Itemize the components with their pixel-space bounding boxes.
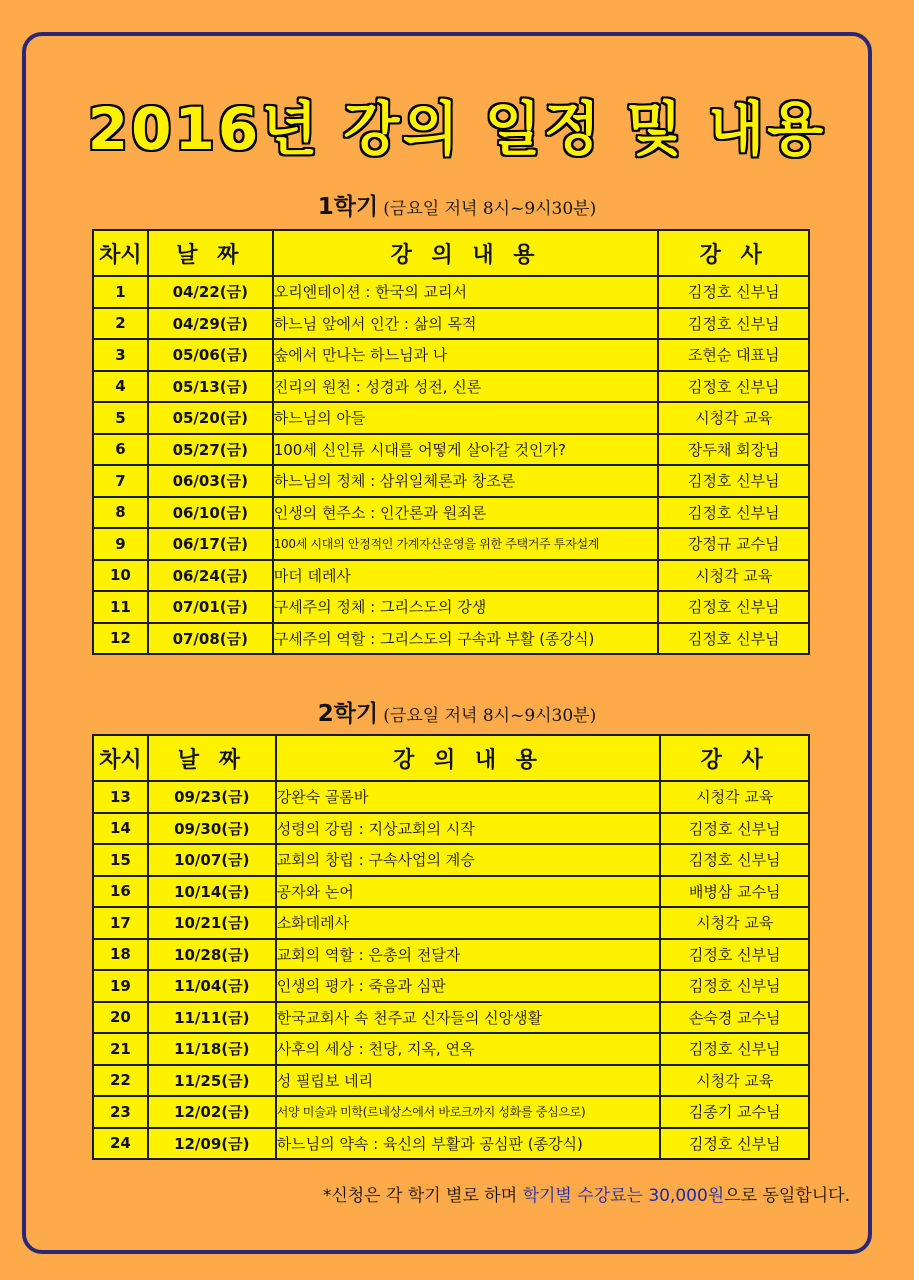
lecture-topic: 하느님의 아들 [273,402,659,434]
lecture-number: 8 [93,497,148,529]
header-topic: 강 의 내 용 [273,230,659,276]
table-row [93,560,809,592]
lecture-teacher: 김종기 교수님 [660,1096,809,1128]
lecture-teacher: 시청각 교육 [660,907,809,939]
lecture-teacher: 김정호 신부님 [660,844,809,876]
lecture-teacher: 손숙경 교수님 [660,1002,809,1034]
lecture-teacher: 김정호 신부님 [660,1128,809,1160]
lecture-teacher: 장두채 회장님 [658,434,809,466]
lecture-number: 2 [93,308,148,340]
lecture-topic: 구세주의 역할 : 그리스도의 구속과 부활 (종강식) [273,623,659,655]
header-date: 날 짜 [148,735,276,781]
table-row [93,497,809,529]
lecture-number: 7 [93,465,148,497]
lecture-topic: 구세주의 정체 : 그리스도의 강생 [273,591,659,623]
lecture-number: 6 [93,434,148,466]
lecture-teacher: 조현순 대표님 [658,339,809,371]
table-row [93,1002,809,1034]
table-row [93,402,809,434]
semester-1-heading [0,188,914,221]
lecture-number: 22 [93,1065,148,1097]
lecture-teacher: 김정호 신부님 [658,308,809,340]
table-header-row [93,735,809,781]
lecture-date: 05/13(금) [148,371,273,403]
lecture-date: 09/23(금) [148,781,276,813]
semester-2-table [92,734,810,1160]
table-row [93,907,809,939]
header-teacher: 강 사 [660,735,809,781]
lecture-number: 12 [93,623,148,655]
semester-2-heading [0,695,914,728]
lecture-date: 12/09(금) [148,1128,276,1160]
lecture-date: 06/24(금) [148,560,273,592]
lecture-date: 07/08(금) [148,623,273,655]
lecture-teacher: 시청각 교육 [660,781,809,813]
header-date: 날 짜 [148,230,273,276]
page-title: 2016년 강의 일정 및 내용 [87,95,827,163]
lecture-date: 10/07(금) [148,844,276,876]
lecture-number: 4 [93,371,148,403]
lecture-teacher: 김정호 신부님 [660,1033,809,1065]
table-row [93,591,809,623]
header-no: 차시 [93,735,148,781]
lecture-date: 11/18(금) [148,1033,276,1065]
lecture-number: 13 [93,781,148,813]
semester-1-time: (금요일 저녁 8시~9시30분) [383,199,597,219]
lecture-topic: 하느님의 약속 : 육신의 부활과 공심판 (종강식) [276,1128,661,1160]
lecture-teacher: 시청각 교육 [660,1065,809,1097]
footer-note-highlight: 학기별 수강료는 30,000원 [522,1186,725,1206]
header-no: 차시 [93,230,148,276]
semester-1-label: 1학기 [317,194,379,220]
footer-note-post: 으로 동일합니다. [724,1186,850,1206]
lecture-date: 11/04(금) [148,970,276,1002]
lecture-topic: 100세 신인류 시대를 어떻게 살아갈 것인가? [273,434,659,466]
lecture-topic: 100세 시대의 안정적인 가계자산운영을 위한 주택거주 투자설계 [273,528,659,560]
lecture-topic: 인생의 평가 : 죽음과 심판 [276,970,661,1002]
lecture-date: 12/02(금) [148,1096,276,1128]
lecture-number: 18 [93,939,148,971]
table-row [93,844,809,876]
table-row [93,1096,809,1128]
lecture-topic: 하느님 앞에서 인간 : 삶의 목적 [273,308,659,340]
lecture-teacher: 김정호 신부님 [658,465,809,497]
lecture-teacher: 김정호 신부님 [658,591,809,623]
lecture-number: 15 [93,844,148,876]
footer-note-pre: *신청은 각 학기 별로 하며 [322,1186,523,1206]
lecture-date: 04/22(금) [148,276,273,308]
lecture-number: 23 [93,1096,148,1128]
lecture-number: 10 [93,560,148,592]
lecture-topic: 성령의 강림 : 지상교회의 시작 [276,813,661,845]
lecture-number: 9 [93,528,148,560]
table-header-row [93,230,809,276]
lecture-topic: 진리의 원천 : 성경과 성전, 신론 [273,371,659,403]
lecture-teacher: 배병삼 교수님 [660,876,809,908]
table-row [93,308,809,340]
table-row [93,781,809,813]
lecture-number: 17 [93,907,148,939]
lecture-teacher: 김정호 신부님 [658,276,809,308]
table-row [93,1128,809,1160]
lecture-number: 14 [93,813,148,845]
lecture-date: 05/27(금) [148,434,273,466]
table-row [93,1065,809,1097]
lecture-topic: 마더 데레사 [273,560,659,592]
lecture-date: 09/30(금) [148,813,276,845]
table-row [93,970,809,1002]
lecture-number: 20 [93,1002,148,1034]
table-row [93,1033,809,1065]
lecture-topic: 서양 미술과 미학(르네상스에서 바로크까지 성화를 중심으로) [276,1096,661,1128]
table-row [93,434,809,466]
lecture-date: 11/11(금) [148,1002,276,1034]
table-row [93,813,809,845]
footer-note [0,1181,850,1206]
lecture-date: 05/20(금) [148,402,273,434]
lecture-number: 1 [93,276,148,308]
header-topic: 강 의 내 용 [276,735,661,781]
lecture-teacher: 김정호 신부님 [660,970,809,1002]
semester-2-label: 2학기 [317,701,379,727]
lecture-date: 10/14(금) [148,876,276,908]
lecture-teacher: 김정호 신부님 [658,623,809,655]
table-row [93,276,809,308]
lecture-number: 24 [93,1128,148,1160]
lecture-topic: 오리엔테이션 : 한국의 교리서 [273,276,659,308]
table-row [93,339,809,371]
lecture-teacher: 강정규 교수님 [658,528,809,560]
lecture-topic: 공자와 논어 [276,876,661,908]
lecture-date: 04/29(금) [148,308,273,340]
table-row [93,876,809,908]
lecture-date: 10/21(금) [148,907,276,939]
lecture-number: 16 [93,876,148,908]
lecture-topic: 한국교회사 속 천주교 신자들의 신앙생활 [276,1002,661,1034]
lecture-topic: 교회의 창립 : 구속사업의 계승 [276,844,661,876]
semester-2-time: (금요일 저녁 8시~9시30분) [383,706,597,726]
lecture-teacher: 김정호 신부님 [660,813,809,845]
lecture-date: 10/28(금) [148,939,276,971]
lecture-date: 05/06(금) [148,339,273,371]
lecture-teacher: 시청각 교육 [658,560,809,592]
lecture-teacher: 시청각 교육 [658,402,809,434]
lecture-date: 06/17(금) [148,528,273,560]
lecture-teacher: 김정호 신부님 [658,371,809,403]
lecture-topic: 소화데레사 [276,907,661,939]
table-row [93,623,809,655]
lecture-date: 07/01(금) [148,591,273,623]
lecture-topic: 성 필립보 네리 [276,1065,661,1097]
lecture-teacher: 김정호 신부님 [658,497,809,529]
table-row [93,939,809,971]
table-row [93,371,809,403]
header-teacher: 강 사 [658,230,809,276]
lecture-date: 06/03(금) [148,465,273,497]
lecture-topic: 사후의 세상 : 천당, 지옥, 연옥 [276,1033,661,1065]
lecture-teacher: 김정호 신부님 [660,939,809,971]
lecture-number: 5 [93,402,148,434]
lecture-topic: 교회의 역할 : 은총의 전달자 [276,939,661,971]
lecture-number: 11 [93,591,148,623]
table-row [93,528,809,560]
lecture-number: 19 [93,970,148,1002]
semester-1-table [92,229,810,655]
lecture-topic: 숲에서 만나는 하느님과 나 [273,339,659,371]
lecture-topic: 인생의 현주소 : 인간론과 원죄론 [273,497,659,529]
lecture-date: 06/10(금) [148,497,273,529]
lecture-number: 3 [93,339,148,371]
lecture-topic: 하느님의 정체 : 삼위일체론과 창조론 [273,465,659,497]
table-row [93,465,809,497]
lecture-topic: 강완숙 골롬바 [276,781,661,813]
lecture-number: 21 [93,1033,148,1065]
lecture-date: 11/25(금) [148,1065,276,1097]
